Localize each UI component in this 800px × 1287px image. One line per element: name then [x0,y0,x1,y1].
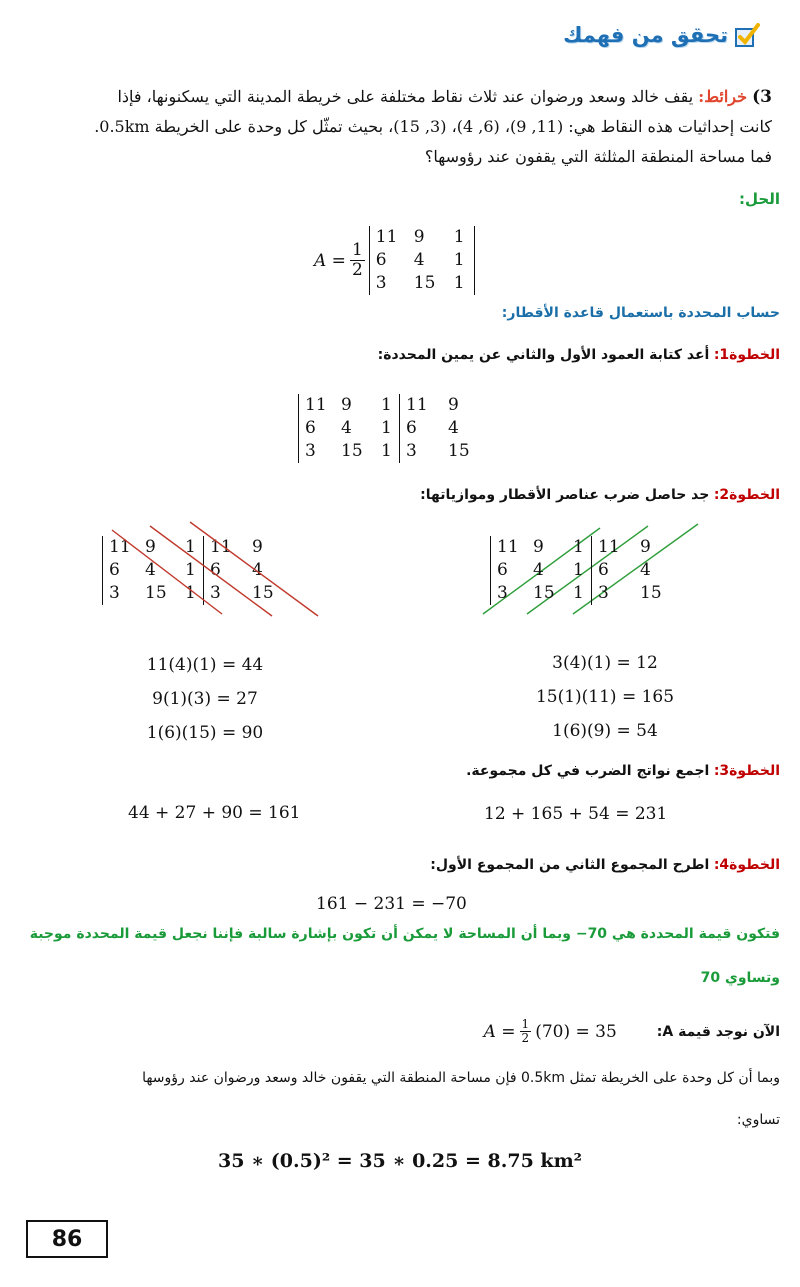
matrix-cell: 6 [210,560,221,580]
problem-number: 3) [752,87,772,107]
page-number: 86 [26,1220,108,1258]
matrix-cell: 4 [640,560,651,580]
diagonals-down-determinant [102,536,282,605]
matrix-cell: 1 [573,583,584,603]
step-4-label: الخطوة4: [713,857,780,873]
matrix-cell: 15 [252,583,274,603]
step-1 [378,347,780,363]
area-rhs: (70) = 35 [535,1021,617,1042]
find-a-row [484,1018,780,1045]
step-4-text: اطرح المجموع الثاني من المجموع الأول: [430,857,710,873]
matrix-cell: 1 [453,250,465,270]
matrix-cell: 11 [375,227,398,247]
step-3-text: اجمع نواتج الضرب في كل مجموعة. [466,763,710,779]
matrix-cell: 3 [598,583,609,603]
extended-determinant [298,394,478,463]
product-line: 9(1)(3) = 27 [152,689,258,709]
ext-right-block [592,536,670,605]
area-formula [314,226,475,295]
matrix-cell: 4 [413,250,425,270]
matrix-cell: 9 [145,537,156,557]
matrix-cell: 6 [305,418,316,438]
matrix-cell: 4 [145,560,156,580]
matrix-cell: 1 [381,441,392,461]
step-3-label: الخطوة3: [713,763,780,779]
problem-line-2: كانت إحداثيات هذه النقاط هي: (11, 9)، (6, 4)، (3, 15)، بحيث تمثّل كل وحدة على الخريطة 0.5km. [94,117,772,136]
matrix-cell: 15 [448,441,470,461]
matrix-cell: 6 [406,418,417,438]
step-1-text: أعد كتابة العمود الأول والثاني عن يمين المحددة: [377,347,710,363]
product-line: 3(4)(1) = 12 [552,653,658,673]
matrix-cell: 3 [109,583,120,603]
step-2-text: جد حاصل ضرب عناصر الأقطار وموازياتها: [420,487,710,503]
matrix-cell: 15 [640,583,662,603]
half-den: 2 [351,260,363,280]
half-num: 1 [521,1017,530,1031]
matrix-cell: 6 [497,560,508,580]
matrix-cell: 15 [145,583,167,603]
step-2 [420,487,780,503]
solution-label: الحل: [739,190,780,208]
product-line: 15(1)(11) = 165 [535,687,675,707]
products-left [110,648,300,750]
ext-left-block [102,536,204,605]
matrix-cell: 11 [210,537,232,557]
matrix-cell: 3 [497,583,508,603]
area-lhs: A = [483,1021,516,1042]
check-box-icon [734,22,760,48]
matrix-cell: 9 [533,537,544,557]
half-num: 1 [351,240,363,260]
area-calc [484,1018,617,1045]
matrix-cell: 9 [413,227,425,247]
problem-line-3: فما مساحة المنطقة المثلثة التي يقفون عند رؤوسها؟ [424,147,772,166]
matrix-cell: 4 [252,560,263,580]
matrix-cell: 4 [448,418,459,438]
ext-right-block [204,536,282,605]
matrix-cell: 11 [598,537,620,557]
products-right [510,646,700,748]
half-fraction [350,241,365,280]
matrix-cell: 1 [573,560,584,580]
ext-right-block [400,394,478,463]
matrix-cell: 15 [341,441,363,461]
find-a-label: الآن نوجد قيمة A: [656,1023,780,1040]
conclusion-line-1: فتكون قيمة المحددة هي 70− وبما أن المساحة لا يمكن أن تكون بإشارة سالبة فإننا نجعل قيمة المحددة موجبة [29,926,780,942]
formula-lhs: A = [314,250,346,271]
product-line: 1(6)(15) = 90 [146,723,264,743]
final-line-1: وبما أن كل وحدة على الخريطة تمثل 0.5km فإن مساحة المنطقة التي يقفون خالد وسعد ورضوان عند رؤوسها [142,1070,780,1086]
step-4 [430,857,780,873]
sum-right: 12 + 165 + 54 = 231 [484,804,668,824]
problem-line-1 [12,82,772,112]
matrix-cell: 1 [381,395,392,415]
matrix-cell: 9 [252,537,263,557]
matrix-cell: 3 [406,441,417,461]
matrix-cell: 4 [341,418,352,438]
method-title: حساب المحددة باستعمال قاعدة الأقطار: [501,305,780,321]
section-header [563,22,760,48]
matrix-cell: 11 [305,395,327,415]
matrix-cell: 15 [533,583,555,603]
final-line-2: تساوي: [736,1112,780,1128]
difference: 161 − 231 = −70 [316,894,467,914]
matrix-cell: 9 [341,395,352,415]
step-1-label: الخطوة1: [713,347,780,363]
product-line: 1(6)(9) = 54 [552,721,658,741]
step-3 [466,763,780,779]
matrix-cell: 1 [185,560,196,580]
step-2-label: الخطوة2: [713,487,780,503]
sum-left: 44 + 27 + 90 = 161 [128,803,301,823]
section-title: تحقق من فهمك [563,23,728,47]
half-fraction-small [520,1018,532,1045]
diagonals-up-determinant [490,536,670,605]
conclusion-line-2: وتساوي 70 [700,970,780,986]
matrix-cell: 1 [185,583,196,603]
matrix-cell: 9 [448,395,459,415]
matrix-cell: 15 [413,273,436,293]
matrix-cell: 11 [406,395,428,415]
ext-left-block [490,536,592,605]
problem-label: خرائط: [698,87,748,106]
product-line: 11(4)(1) = 44 [146,655,264,675]
matrix-cell: 1 [453,273,465,293]
final-result: 35 ∗ (0.5)² = 35 ∗ 0.25 = 8.75 km² [217,1150,582,1172]
matrix-cell: 11 [497,537,519,557]
matrix-determinant [369,226,475,295]
matrix-cell: 4 [533,560,544,580]
half-den: 2 [521,1031,530,1045]
matrix-cell: 6 [598,560,609,580]
matrix-cell: 1 [453,227,465,247]
problem-text-1: يقف خالد وسعد ورضوان عند ثلاث نقاط مختلفة على خريطة المدينة التي يسكنونها، فإذا [117,87,694,106]
matrix-cell: 6 [375,250,387,270]
ext-left-block [298,394,400,463]
matrix-cell: 3 [210,583,221,603]
matrix-cell: 3 [375,273,387,293]
matrix-cell: 11 [109,537,131,557]
matrix-cell: 1 [573,537,584,557]
matrix-cell: 1 [185,537,196,557]
matrix-cell: 6 [109,560,120,580]
matrix-cell: 9 [640,537,651,557]
matrix-cell: 3 [305,441,316,461]
matrix-cell: 1 [381,418,392,438]
